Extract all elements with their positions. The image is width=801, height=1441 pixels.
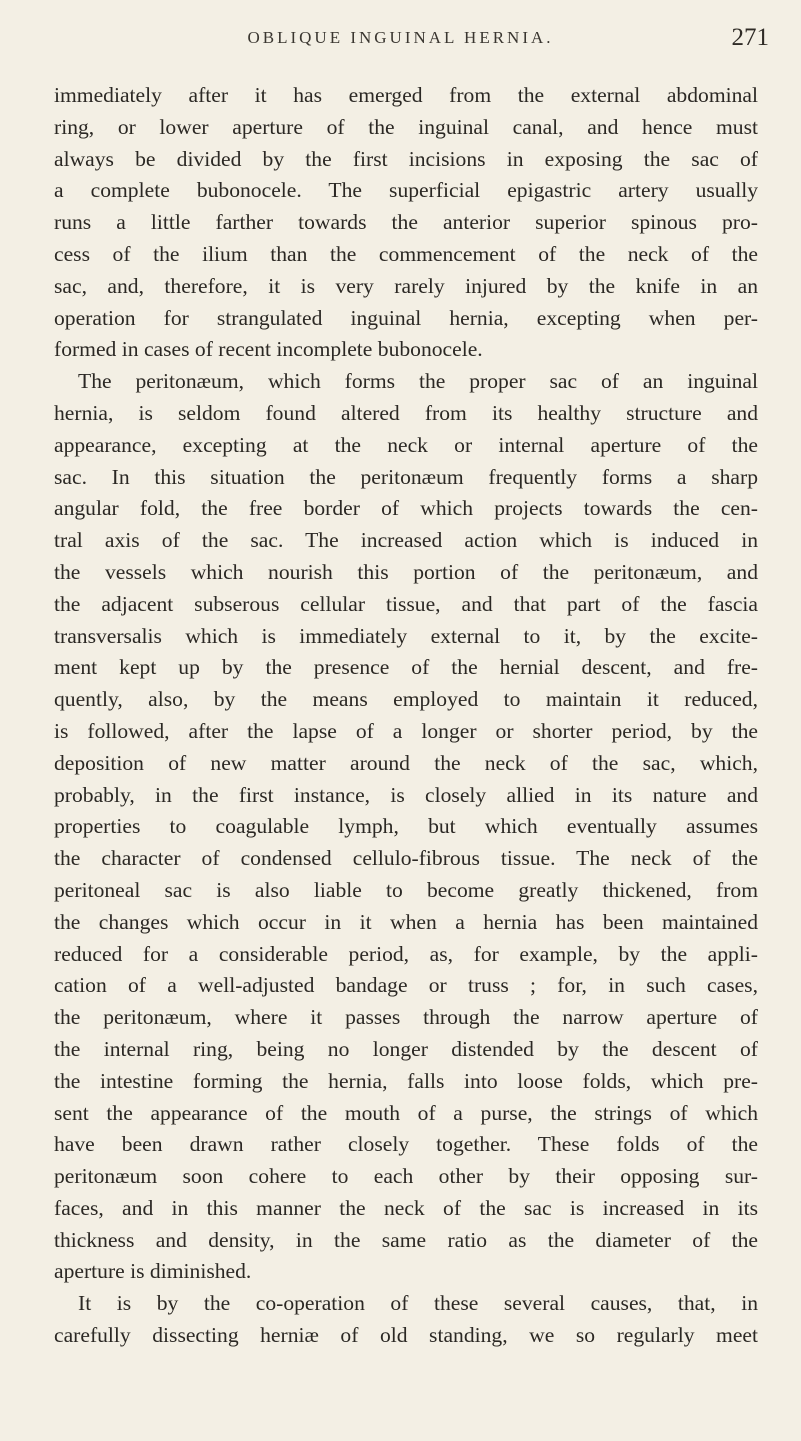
text-line: the adjacent subserous cellular tissue, and that part of the fascia [54,591,758,616]
text-line: sac, and, therefore, it is very rarely injured by the knife in an [54,273,758,298]
text-line: sac. In this situation the peritonæum frequently forms a sharp [54,464,758,489]
text-line: the internal ring, being no longer distended by the descent of [54,1036,758,1061]
page-number: 271 [731,24,769,51]
text-line: runs a little farther towards the anterior superior spinous pro- [54,210,758,235]
text-line: hernia, is seldom found altered from its healthy structure and [54,400,758,425]
text-line: faces, and in this manner the neck of the sac is increased in its [54,1195,758,1220]
text-line: the character of condensed cellulo-fibrous tissue. The neck of the [54,846,758,871]
running-title: OBLIQUE INGUINAL HERNIA. [247,28,554,47]
text-line: deposition of new matter around the neck of the sac, which, [54,750,758,775]
text-line: probably, in the first instance, is closely allied in its nature and [54,782,758,807]
text-line: carefully dissecting herniæ of old standing, we so regularly meet [54,1323,758,1348]
text-line: sent the appearance of the mouth of a purse, the strings of which [54,1100,758,1125]
running-head [0,24,801,54]
text-line: the vessels which nourish this portion of the peritonæum, and [54,559,758,584]
text-line: the changes which occur in it when a hernia has been maintained [54,909,758,934]
text-line: cess of the ilium than the commencement of the neck of the [54,241,758,266]
text-line: angular fold, the free border of which projects towards the cen- [54,496,758,521]
text-line: have been drawn rather closely together. These folds of the [54,1132,758,1157]
text-line: cation of a well-adjusted bandage or truss ; for, in such cases, [54,973,758,998]
text-line: peritonæum soon cohere to each other by their opposing sur- [54,1164,758,1189]
text-line: formed in cases of recent incomplete bubonocele. [54,337,483,362]
text-line: operation for strangulated inguinal hernia, excepting when per- [54,305,758,330]
text-line: ring, or lower aperture of the inguinal canal, and hence must [54,114,758,139]
text-line: the intestine forming the hernia, falls into loose folds, which pre- [54,1068,758,1093]
text-line: the peritonæum, where it passes through the narrow aperture of [54,1005,758,1030]
text-line: properties to coagulable lymph, but which eventually assumes [54,814,758,839]
text-line: aperture is diminished. [54,1259,252,1284]
text-line: peritoneal sac is also liable to become greatly thickened, from [54,877,758,902]
text-line: is followed, after the lapse of a longer or shorter period, by the [54,718,758,743]
text-line: immediately after it has emerged from the external abdominal [54,83,758,107]
text-line: reduced for a considerable period, as, for example, by the appli- [54,941,758,966]
text-line: appearance, excepting at the neck or internal aperture of the [54,432,758,457]
text-line: tral axis of the sac. The increased action which is induced in [54,528,758,553]
text-line: ment kept up by the presence of the hernial descent, and fre- [54,655,758,680]
text-line: a complete bubonocele. The superficial epigastric artery usually [54,178,758,203]
text-line: always be divided by the first incisions in exposing the sac of [54,146,758,171]
text-line: thickness and density, in the same ratio as the diameter of the [54,1227,758,1252]
text-line: quently, also, by the means employed to maintain it reduced, [54,687,758,712]
text-line: transversalis which is immediately external to it, by the excite- [54,623,758,648]
text-line: It is by the co-operation of these several causes, that, in [78,1291,758,1316]
body-text [54,80,758,1352]
text-line: The peritonæum, which forms the proper sac of an inguinal [78,369,758,394]
